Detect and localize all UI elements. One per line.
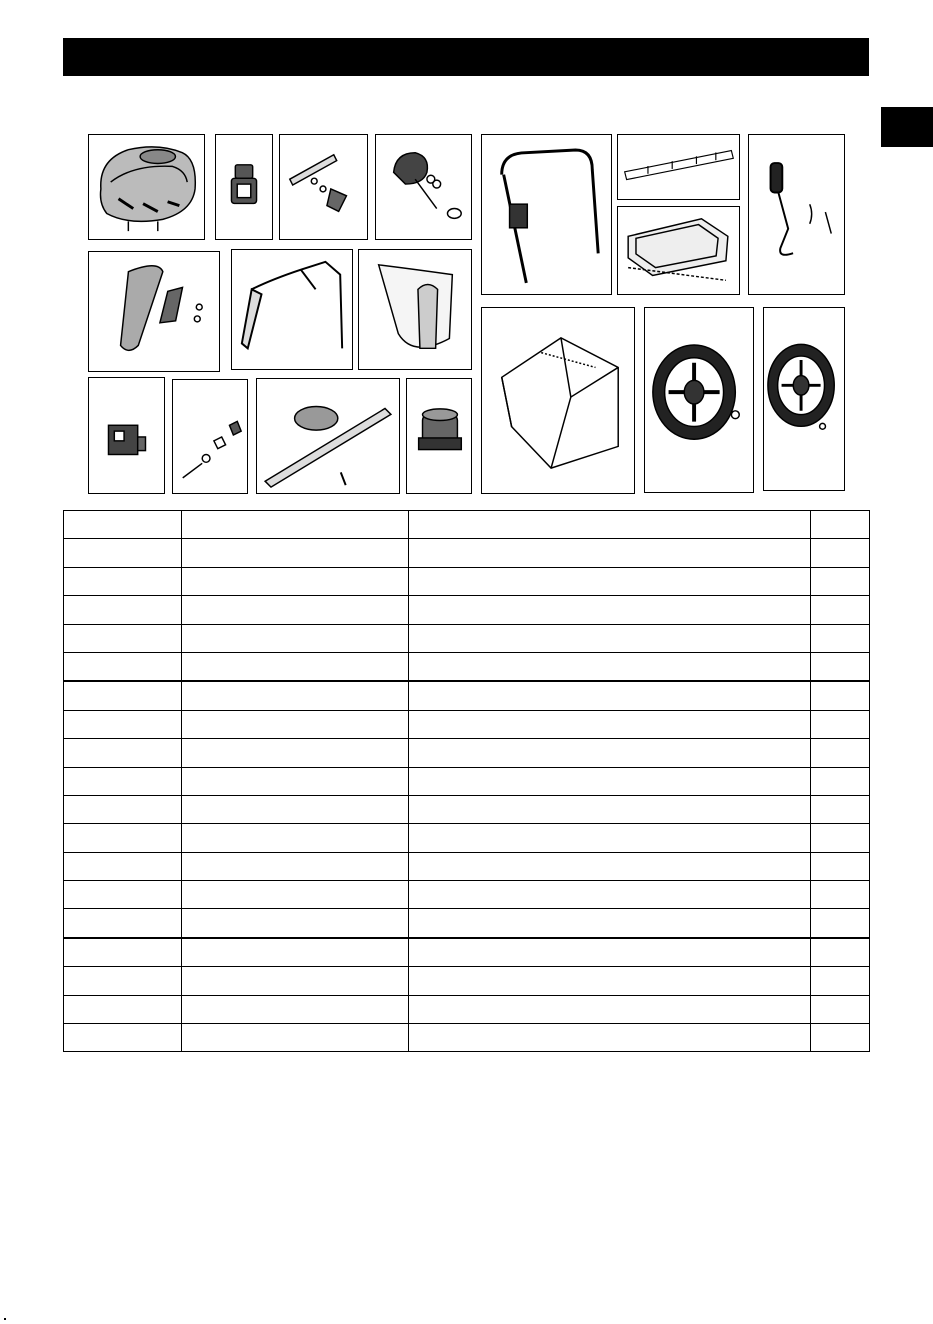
table-cell-description: [409, 739, 811, 767]
header-bar: [63, 38, 869, 76]
handle-knob-kit-illustration: [375, 134, 472, 240]
table-cell-number: [64, 539, 182, 567]
table-cell-description: [409, 681, 811, 710]
table-row: [64, 881, 870, 909]
table-cell-qty: [811, 995, 870, 1023]
table-cell-qty: [811, 710, 870, 738]
table-cell-number: [64, 624, 182, 652]
safety-key-illustration: [215, 134, 273, 240]
grass-bag-frame-illustration: [481, 307, 635, 494]
table-cell-qty: [811, 652, 870, 681]
table-cell-number: [64, 567, 182, 595]
table-cell-part-no: [182, 596, 409, 624]
table-row: [64, 824, 870, 852]
table-cell-part-no: [182, 511, 409, 539]
table-cell-qty: [811, 539, 870, 567]
table-cell-description: [409, 967, 811, 995]
table-row: [64, 511, 870, 539]
table-cell-part-no: [182, 995, 409, 1023]
table-cell-qty: [811, 624, 870, 652]
table-row: [64, 739, 870, 767]
table-row: [64, 852, 870, 880]
table-cell-description: [409, 596, 811, 624]
table-cell-part-no: [182, 824, 409, 852]
table-row: [64, 995, 870, 1023]
rear-wheel-illustration: [763, 307, 845, 491]
table-cell-qty: [811, 681, 870, 710]
table-cell-part-no: [182, 739, 409, 767]
table-row: [64, 967, 870, 995]
table-cell-description: [409, 511, 811, 539]
table-cell-description: [409, 995, 811, 1023]
table-cell-description: [409, 1024, 811, 1052]
motor-illustration: [406, 378, 472, 494]
table-cell-part-no: [182, 909, 409, 938]
page-mark: [4, 1318, 6, 1320]
rear-flap-illustration: [617, 206, 740, 295]
table-cell-qty: [811, 767, 870, 795]
table-cell-number: [64, 767, 182, 795]
table-cell-number: [64, 511, 182, 539]
table-row: [64, 795, 870, 823]
upper-handle-illustration: [231, 249, 353, 370]
table-cell-part-no: [182, 852, 409, 880]
height-adjust-lever-illustration: [748, 134, 845, 295]
table-cell-description: [409, 539, 811, 567]
table-cell-description: [409, 710, 811, 738]
table-row: [64, 767, 870, 795]
table-cell-number: [64, 795, 182, 823]
table-cell-qty: [811, 967, 870, 995]
table-cell-number: [64, 852, 182, 880]
table-cell-number: [64, 652, 182, 681]
table-row: [64, 652, 870, 681]
handle-bolt-kit-illustration: [172, 379, 248, 494]
table-cell-part-no: [182, 795, 409, 823]
table-cell-description: [409, 652, 811, 681]
table-cell-part-no: [182, 681, 409, 710]
table-cell-part-no: [182, 710, 409, 738]
table-cell-qty: [811, 511, 870, 539]
rear-flap-rod-illustration: [617, 134, 740, 200]
front-wheel-illustration: [644, 307, 754, 493]
table-cell-part-no: [182, 767, 409, 795]
parts-table: [63, 510, 870, 1052]
table-cell-qty: [811, 795, 870, 823]
table-cell-description: [409, 909, 811, 938]
table-cell-description: [409, 852, 811, 880]
table-cell-description: [409, 795, 811, 823]
table-cell-number: [64, 824, 182, 852]
table-cell-description: [409, 624, 811, 652]
table-row: [64, 909, 870, 938]
table-cell-qty: [811, 1024, 870, 1052]
table-cell-number: [64, 938, 182, 967]
table-cell-description: [409, 881, 811, 909]
height-lever-kit-illustration: [279, 134, 368, 240]
table-cell-qty: [811, 567, 870, 595]
table-cell-number: [64, 909, 182, 938]
table-row: [64, 710, 870, 738]
table-cell-number: [64, 1024, 182, 1052]
table-cell-number: [64, 596, 182, 624]
table-cell-part-no: [182, 652, 409, 681]
table-row: [64, 624, 870, 652]
table-cell-part-no: [182, 1024, 409, 1052]
table-row: [64, 567, 870, 595]
table-row: [64, 539, 870, 567]
table-cell-number: [64, 995, 182, 1023]
table-cell-number: [64, 967, 182, 995]
handle-assembly-illustration: [481, 134, 612, 295]
table-cell-part-no: [182, 881, 409, 909]
table-cell-number: [64, 739, 182, 767]
table-cell-qty: [811, 739, 870, 767]
table-cell-qty: [811, 881, 870, 909]
side-cover-illustration: [88, 251, 220, 372]
top-cover-illustration: [88, 134, 205, 240]
table-cell-part-no: [182, 567, 409, 595]
table-cell-description: [409, 567, 811, 595]
table-row: [64, 681, 870, 710]
table-cell-qty: [811, 824, 870, 852]
table-cell-qty: [811, 852, 870, 880]
table-cell-number: [64, 681, 182, 710]
table-row: [64, 938, 870, 967]
table-cell-qty: [811, 909, 870, 938]
table-cell-description: [409, 938, 811, 967]
table-cell-number: [64, 881, 182, 909]
table-cell-part-no: [182, 967, 409, 995]
table-cell-qty: [811, 938, 870, 967]
section-tab: [881, 107, 933, 147]
blade-fan-assembly-illustration: [256, 378, 400, 494]
mulch-plug-illustration: [358, 249, 472, 370]
table-row: [64, 596, 870, 624]
table-cell-number: [64, 710, 182, 738]
switch-box-illustration: [88, 377, 165, 494]
table-cell-part-no: [182, 624, 409, 652]
table-cell-qty: [811, 596, 870, 624]
table-cell-description: [409, 824, 811, 852]
table-row: [64, 1024, 870, 1052]
table-cell-part-no: [182, 938, 409, 967]
table-cell-part-no: [182, 539, 409, 567]
table-cell-description: [409, 767, 811, 795]
